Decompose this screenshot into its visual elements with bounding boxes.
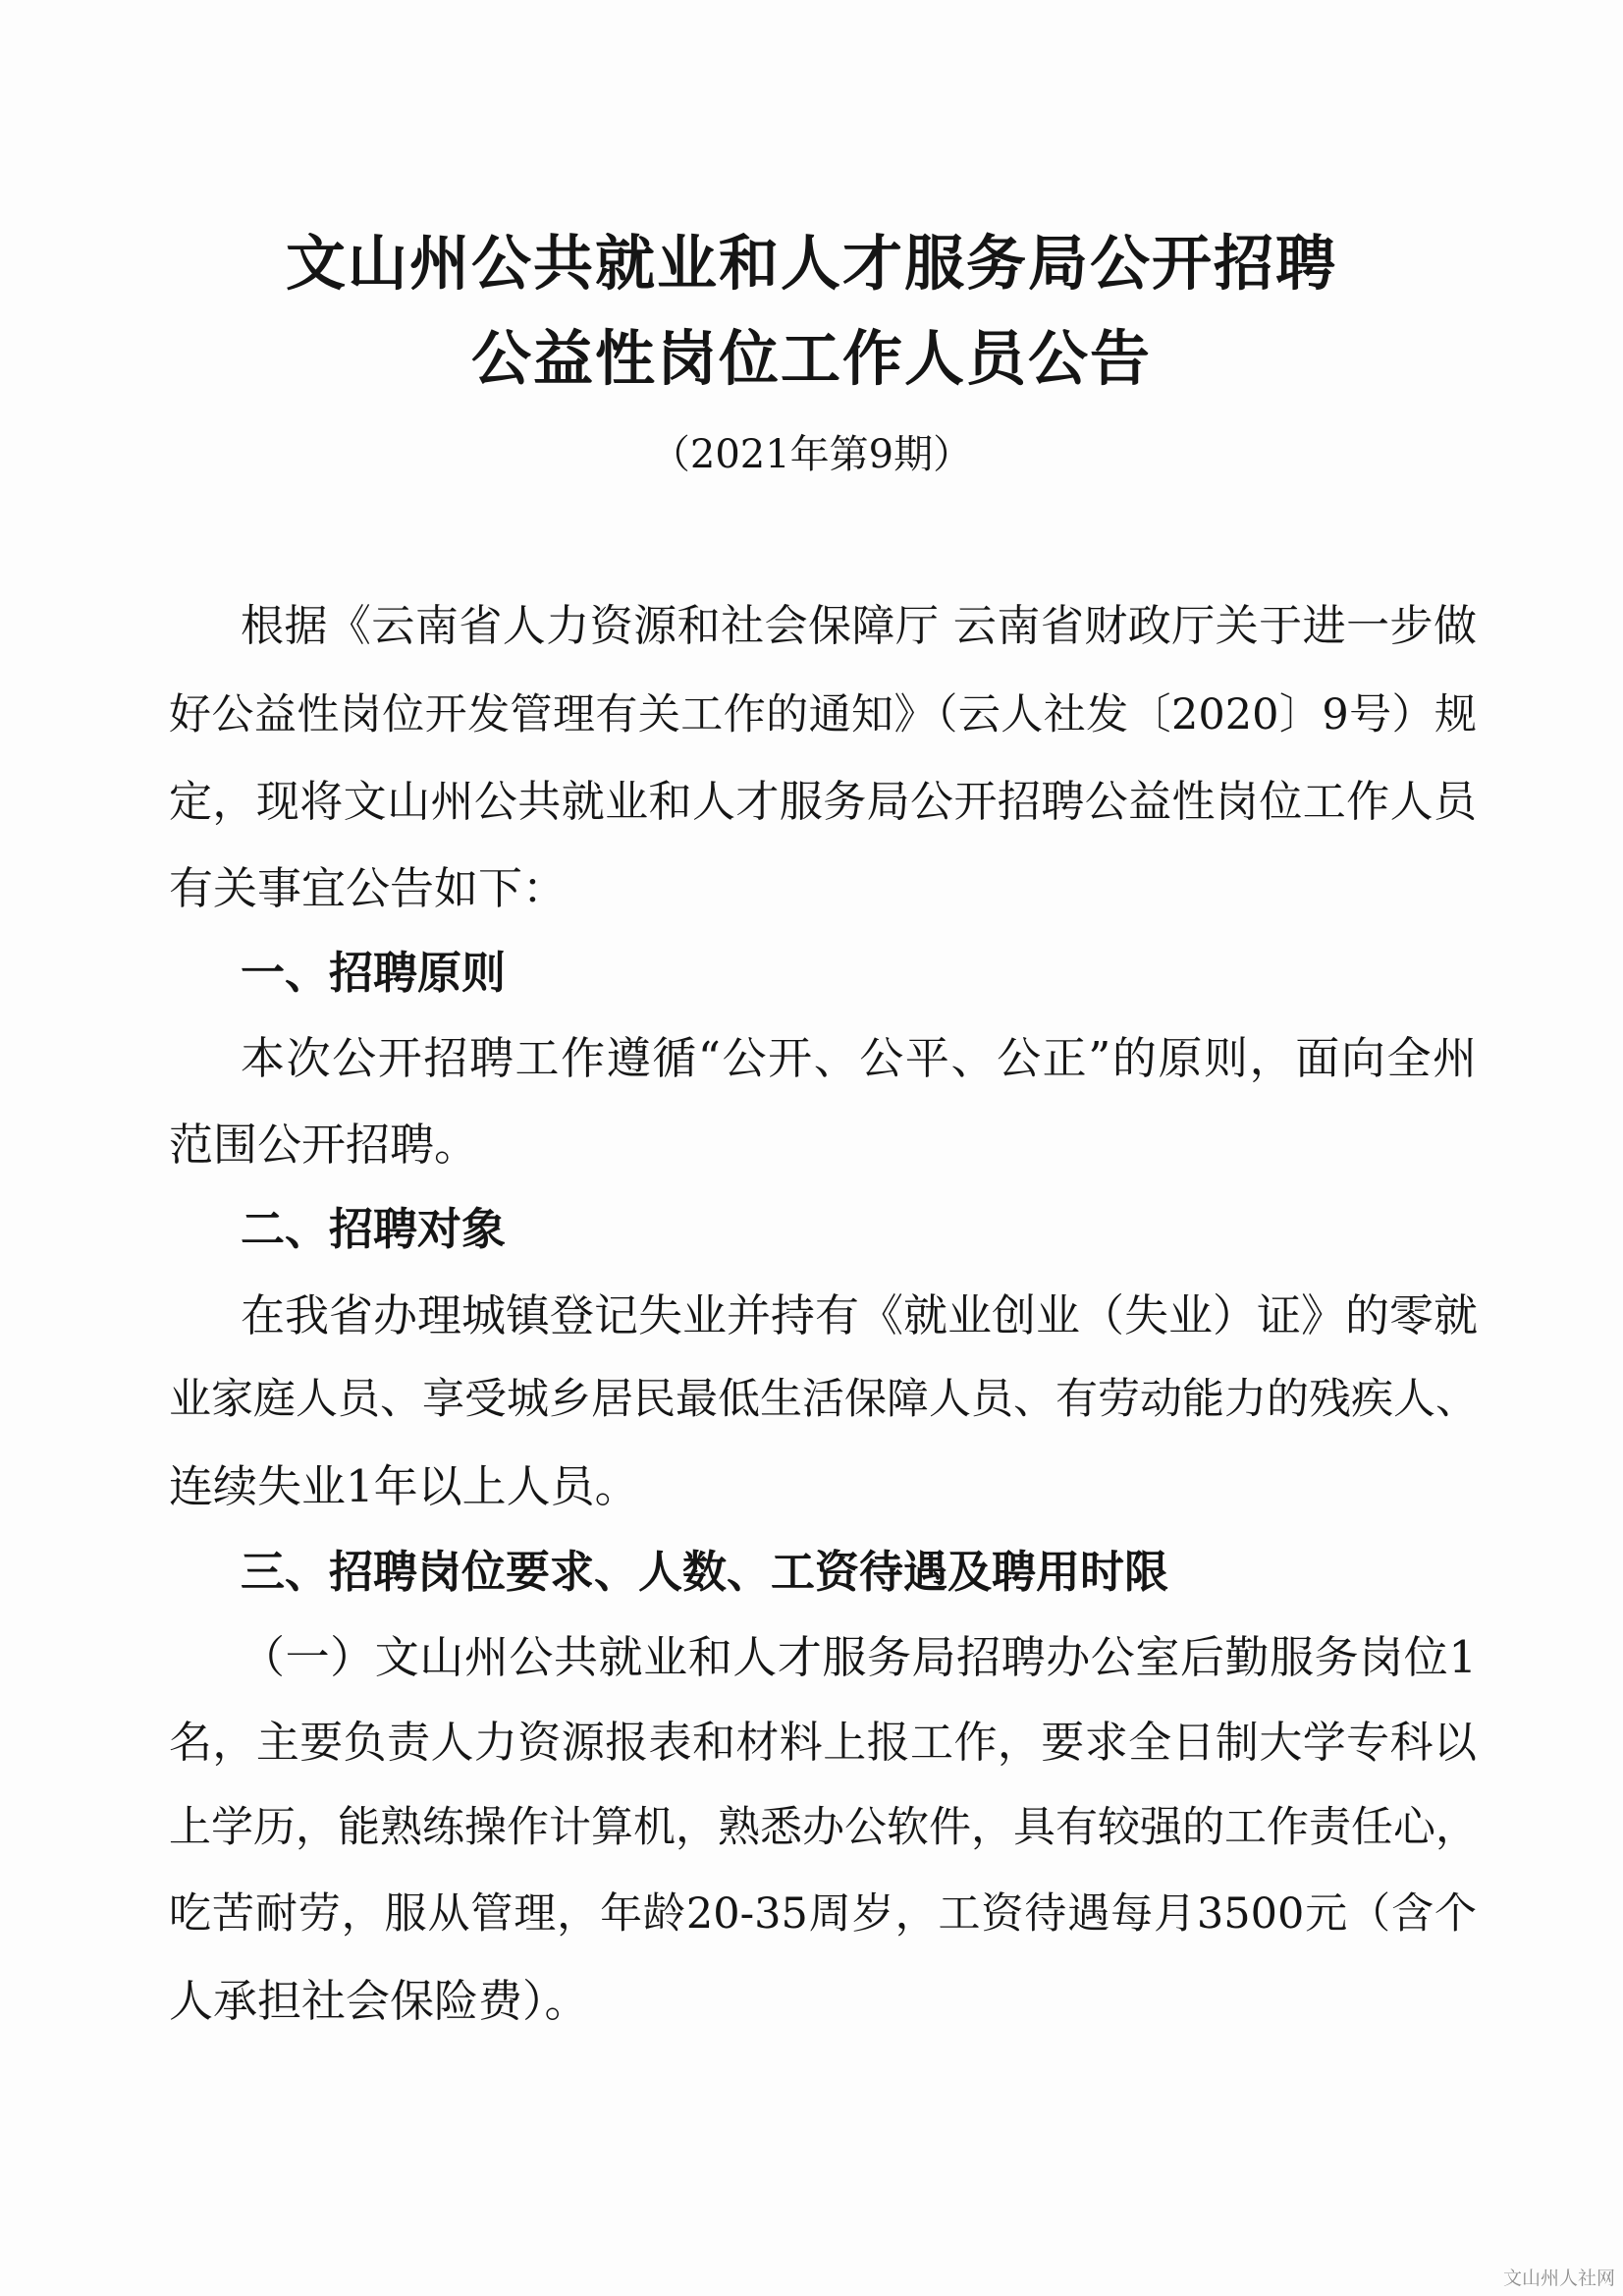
body-line: 好公益性岗位开发管理有关工作的通知》（云人社发〔2020〕9号）规: [169, 690, 1477, 739]
body-line: 连续失业1年以上人员。: [169, 1460, 639, 1512]
document-title-line-1: 文山州公共就业和人才服务局公开招聘: [285, 229, 1337, 299]
body-line: 范围公开招聘。: [169, 1119, 479, 1171]
body-line: 业家庭人员、享受城乡居民最低生活保障人员、有劳动能力的残疾人、: [169, 1375, 1478, 1424]
body-line: 本次公开招聘工作遵循“公开、公平、公正”的原则，面向全州: [241, 1032, 1477, 1084]
body-line: 有关事宜公告如下：: [169, 862, 568, 914]
body-line: 根据《云南省人力资源和社会保障厅 云南省财政厅关于进一步做: [241, 601, 1477, 651]
site-watermark: 文山州人社网: [1502, 2268, 1615, 2289]
body-line: 名，主要负责人力资源报表和材料上报工作，要求全日制大学专科以: [169, 1718, 1477, 1768]
document-issue-number: （2021年第9期）: [650, 432, 973, 477]
section-heading: 一、招聘原则: [241, 947, 507, 999]
body-line: 上学历，能熟练操作计算机，熟悉办公软件，具有较强的工作责任心，: [169, 1803, 1478, 1852]
section-heading: 三、招聘岗位要求、人数、工资待遇及聘用时限: [241, 1546, 1169, 1598]
body-line: （一）文山州公共就业和人才服务局招聘办公室后勤服务岗位1: [241, 1631, 1477, 1683]
document-title-line-2: 公益性岗位工作人员公告: [470, 324, 1152, 394]
body-line: 在我省办理城镇登记失业并持有《就业创业（失业）证》的零就: [241, 1289, 1479, 1341]
body-line: 人承担社会保险费）。: [169, 1975, 589, 2027]
body-line: 定，现将文山州公共就业和人才服务局公开招聘公益性岗位工作人员: [169, 777, 1477, 827]
section-heading: 二、招聘对象: [241, 1203, 507, 1255]
body-line: 吃苦耐劳，服从管理，年龄20-35周岁，工资待遇每月3500元（含个: [169, 1889, 1477, 1939]
